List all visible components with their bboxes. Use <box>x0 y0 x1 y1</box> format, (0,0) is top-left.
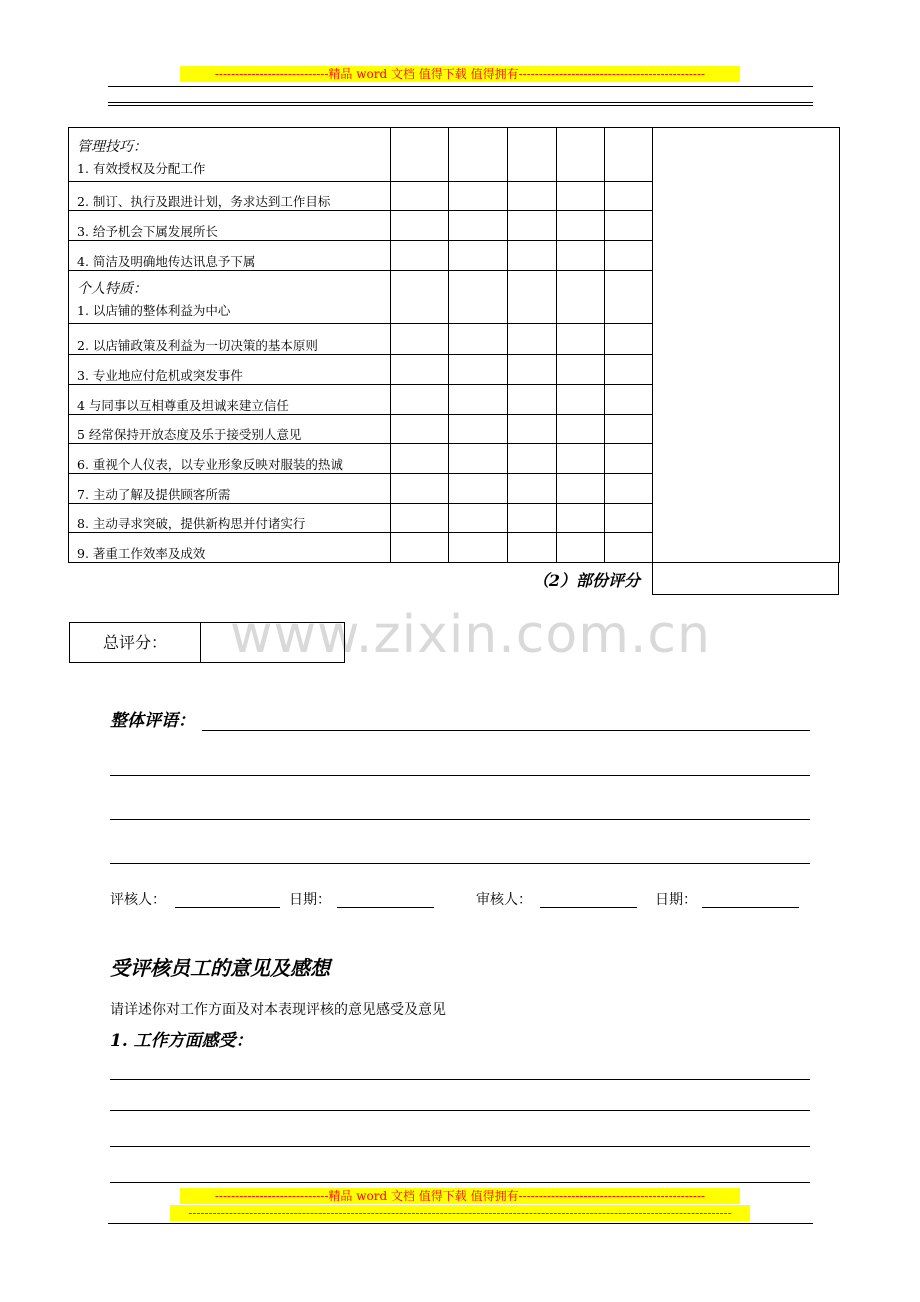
score-cell[interactable] <box>508 385 557 415</box>
reviewer-field[interactable] <box>175 907 280 908</box>
header-rule-3 <box>108 105 813 106</box>
header-banner: ----------------------------精品 word 文档 值得下载 值得拥有---------------------------------------------- <box>180 66 740 82</box>
total-score-label: 总评分： <box>70 623 201 662</box>
score-cell[interactable] <box>605 474 653 504</box>
footer-rule <box>108 1223 813 1224</box>
score-cell[interactable] <box>557 211 605 241</box>
list-item: 3. 给予机会下属发展所长 <box>69 211 391 241</box>
list-item: 3. 专业地应付危机或突发事件 <box>69 355 391 385</box>
total-score-box <box>69 622 345 663</box>
score-cell[interactable] <box>391 324 449 355</box>
reviewer-label: 评核人： <box>110 892 166 908</box>
score-cell[interactable] <box>449 324 508 355</box>
score-cell[interactable] <box>391 415 449 444</box>
answer-line-1[interactable] <box>110 1079 810 1080</box>
score-cell[interactable] <box>557 241 605 271</box>
section-title-personal: 个人特质： <box>77 281 147 297</box>
score-cell[interactable] <box>449 444 508 474</box>
score-cell[interactable] <box>605 415 653 444</box>
score-cell[interactable] <box>391 182 449 211</box>
score-cell[interactable] <box>449 128 508 182</box>
answer-line-4[interactable] <box>110 1182 810 1183</box>
list-item: 7. 主动了解及提供顾客所需 <box>69 474 391 504</box>
score-cell[interactable] <box>605 324 653 355</box>
employee-instruction: 请详述你对工作方面及对本表现评核的意见感受及意见 <box>110 1002 446 1018</box>
score-cell[interactable] <box>449 355 508 385</box>
section-cell <box>69 128 391 182</box>
score-cell[interactable] <box>391 444 449 474</box>
score-cell[interactable] <box>557 474 605 504</box>
partial-score-box[interactable] <box>652 562 839 595</box>
score-cell[interactable] <box>605 211 653 241</box>
total-score-input[interactable] <box>201 623 344 662</box>
date-label-2: 日期： <box>655 892 697 908</box>
list-item: 6. 重视个人仪表，以专业形象反映对服装的热诚 <box>69 444 391 474</box>
employee-section-heading: 受评核员工的意见及感想 <box>110 956 330 980</box>
overall-comment-line-4[interactable] <box>110 863 810 864</box>
partial-score-label: （2）部份评分 <box>532 571 640 590</box>
auditor-field[interactable] <box>540 907 637 908</box>
score-cell[interactable] <box>391 533 449 563</box>
score-cell[interactable] <box>605 241 653 271</box>
evaluation-table <box>68 127 840 563</box>
score-cell[interactable] <box>449 385 508 415</box>
score-cell[interactable] <box>508 128 557 182</box>
score-cell[interactable] <box>508 355 557 385</box>
score-cell[interactable] <box>449 271 508 324</box>
score-cell[interactable] <box>449 415 508 444</box>
score-cell[interactable] <box>391 355 449 385</box>
score-cell[interactable] <box>508 415 557 444</box>
score-cell[interactable] <box>391 128 449 182</box>
score-cell[interactable] <box>557 355 605 385</box>
score-cell[interactable] <box>391 271 449 324</box>
score-cell[interactable] <box>557 533 605 563</box>
score-cell[interactable] <box>449 182 508 211</box>
list-item: 2. 以店铺政策及利益为一切决策的基本原则 <box>69 324 391 355</box>
score-cell[interactable] <box>508 504 557 533</box>
question-work-feelings: 1. 工作方面感受： <box>110 1031 253 1051</box>
score-cell[interactable] <box>508 474 557 504</box>
score-cell[interactable] <box>391 211 449 241</box>
score-cell[interactable] <box>391 504 449 533</box>
score-cell[interactable] <box>557 415 605 444</box>
auditor-label: 审核人： <box>476 892 532 908</box>
score-cell[interactable] <box>449 241 508 271</box>
table-row <box>69 128 840 182</box>
score-cell[interactable] <box>557 128 605 182</box>
overall-comment-line-2[interactable] <box>110 775 810 776</box>
score-cell[interactable] <box>557 271 605 324</box>
score-cell[interactable] <box>391 474 449 504</box>
overall-comment-label: 整体评语： <box>110 711 195 731</box>
watermark: www.zixin.com.cn <box>230 605 711 665</box>
overall-comment-line-1[interactable] <box>202 730 810 731</box>
date-field-2[interactable] <box>702 907 799 908</box>
score-cell[interactable] <box>605 444 653 474</box>
answer-line-2[interactable] <box>110 1110 810 1111</box>
score-cell[interactable] <box>391 241 449 271</box>
score-cell[interactable] <box>605 271 653 324</box>
score-cell[interactable] <box>508 271 557 324</box>
list-item: 5 经常保持开放态度及乐于接受别人意见 <box>69 415 391 444</box>
score-cell[interactable] <box>605 128 653 182</box>
list-item: 1. 有效授权及分配工作 <box>77 161 206 176</box>
score-cell[interactable] <box>605 182 653 211</box>
score-cell[interactable] <box>557 444 605 474</box>
list-item: 2. 制订、执行及跟进计划，务求达到工作目标 <box>69 182 391 211</box>
score-cell[interactable] <box>449 474 508 504</box>
list-item: 9. 著重工作效率及成效 <box>69 533 391 563</box>
list-item: 4. 简洁及明确地传达讯息予下属 <box>69 241 391 271</box>
score-cell[interactable] <box>508 533 557 563</box>
header-rule-2 <box>108 102 813 103</box>
score-cell[interactable] <box>508 241 557 271</box>
score-cell[interactable] <box>605 355 653 385</box>
list-item: 8. 主动寻求突破，提供新构思并付诸实行 <box>69 504 391 533</box>
footer-banner-2: -------------------------------------------------------------------------------------------------------------------------------------- <box>170 1205 750 1221</box>
section-title-management: 管理技巧： <box>77 139 147 155</box>
date-label-1: 日期： <box>289 892 331 908</box>
overall-comment-line-3[interactable] <box>110 819 810 820</box>
date-field-1[interactable] <box>337 907 434 908</box>
score-cell[interactable] <box>605 504 653 533</box>
footer-banner-1: ----------------------------精品 word 文档 值得下载 值得拥有---------------------------------------------- <box>180 1188 740 1204</box>
score-cell[interactable] <box>557 504 605 533</box>
score-cell[interactable] <box>449 211 508 241</box>
score-cell[interactable] <box>391 385 449 415</box>
score-cell[interactable] <box>449 533 508 563</box>
score-cell[interactable] <box>557 324 605 355</box>
list-item: 1. 以店铺的整体利益为中心 <box>77 303 231 318</box>
section-cell <box>69 271 391 324</box>
score-cell[interactable] <box>557 182 605 211</box>
header-rule-1 <box>108 86 813 87</box>
score-cell[interactable] <box>508 324 557 355</box>
score-cell[interactable] <box>605 385 653 415</box>
score-cell[interactable] <box>557 385 605 415</box>
score-cell[interactable] <box>508 211 557 241</box>
answer-line-3[interactable] <box>110 1146 810 1147</box>
score-cell[interactable] <box>449 504 508 533</box>
comment-cell[interactable] <box>653 128 840 563</box>
score-cell[interactable] <box>605 533 653 563</box>
list-item: 4 与同事以互相尊重及坦诚来建立信任 <box>69 385 391 415</box>
score-cell[interactable] <box>508 444 557 474</box>
score-cell[interactable] <box>508 182 557 211</box>
